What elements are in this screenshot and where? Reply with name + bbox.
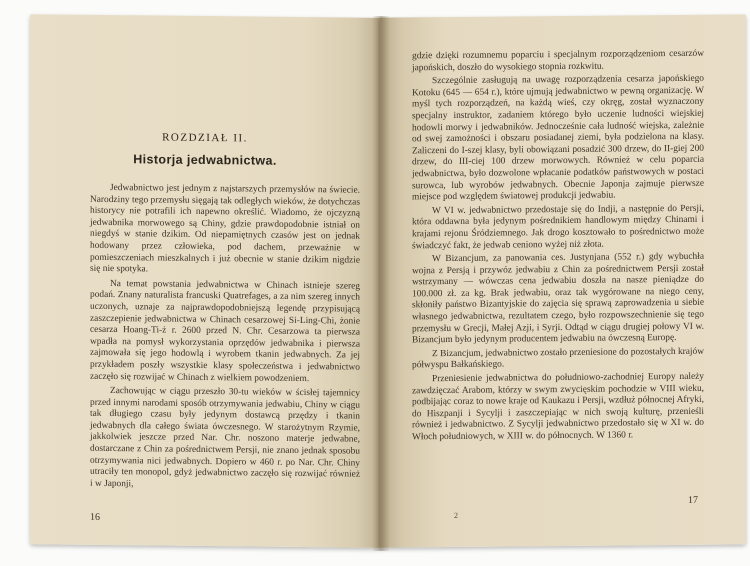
right-text-column	[412, 49, 704, 444]
paragraph: Jedwabnictwo jest jednym z najstarszych przemysłów na świecie. Narodziny tego przemysłu sięgają tak odległych wieków, że dotychczas historycy nie potrafili ich napewno określić. Wiadomo, że ojczyzną jedwabnika morwowego są Chiny, gdzie prawdopodobnie istniał on niegdyś w stanie dzikim. Od niepamiętnych czasów jest on jednak hodowany przez człowieka, pod dachem, przeważnie w pomieszczeniach mieszkalnych i już obecnie w stanie dzikim nigdzie się nie spotyka.	[90, 183, 360, 275]
book-gutter	[372, 16, 390, 551]
left-page	[30, 14, 380, 548]
paragraph: Szczególnie zasługują na uwagę rozporządzenia cesarza japońskiego Kotoku (645 — 654 r.), które ujmują jedwabnictwo w pewną organizację. W myśl tych rozporządzeń, na każdą wieś, czy okręg, został wyznaczony specjalny instruktor, zadaniem którego było uczenie ludności wiejskiej hodowli morwy i jedwabników. Jednocześnie cała ludność wiejska, zależnie od swej zamożności i obszaru posiadanej ziemi, była podzielona na klasy. Zaliczeni do I-szej klasy, byli obowiązani posadzić 300 drzew, do II-giej 200 drzew, do III-ciej 100 drzew morwowych. Również w celu poparcia jedwabnictwa, było dozwolone wpłacanie podatków państwowych w postaci surowca, lub wyrobów jedwabnych. Obecnie Japonja zajmuje pierwsze miejsce pod względem światowej produkcji jedwabiu.	[412, 73, 704, 203]
right-page	[380, 14, 746, 547]
page-number-left: 16	[90, 511, 100, 523]
page-number-right: 17	[688, 494, 698, 506]
left-text-column	[90, 183, 360, 493]
paragraph: Na temat powstania jedwabnictwa w Chinach istnieje szereg podań. Znany naturalista francuski Quatrefages, a za nim szereg innych uczonych, uznaje za najprawdopodobniejszą legendę przypisującą zaszczepienie jedwabnictwa w Chinach cesarzowej Si-Ling-Chi, żonie cesarza Hoang-Ti-ż r. 2600 przed N. Chr. Cesarzowa ta pierwsza wpadła na pomysł wykorzystania oprzędów jedwabnika i pierwsza zajmowała się jego hodowlą i wyrobem tkanin jedwabnych. Za jej przykładem poszły wszystkie klasy społeczeństwa i jedwabnictwo zaczęło się rozwijać w Chinach z wielkiem powodzeniem.	[90, 278, 360, 384]
signature-mark: 2	[454, 510, 458, 520]
open-book	[30, 16, 748, 556]
paragraph: W Bizancjum, za panowania ces. Justynjana (552 r.) gdy wybuchła wojna z Persją i przywóz jedwabiu z Chin za pośrednictwem Persji został wstrzymany — wówczas cena jedwabiu doszła na nasze pieniądze do 100.000 zł. za kg. Brak jedwabiu, oraz tak wygórowane na niego ceny, skłoniły państwo Bizantyjskie do zajęcia się sprawą zaprowadzenia u siebie własnego jedwabnictwa, rezultatem czego, było rozpowszechnienie się tego przemysłu w Grecji, Małej Azji, i Syrji. Odtąd w ciągu drugiej połowy VI w. Bizancjum było jedynym producentem jedwabiu na ówczesną Europę.	[412, 251, 704, 346]
chapter-title: Historja jedwabnictwa.	[133, 152, 277, 168]
paragraph: Zachowując w ciągu przeszło 30-tu wieków w ścisłej tajemnicy przed innymi narodami sposób otrzymywania jedwabiu, Chiny w ciągu tak długiego czasu były jedynym dostawcą przędzy i tkanin jedwabnych dla całego świata ówczesnego. W starożytnym Rzymie, jakkolwiek jeszcze przed Nar. Chr. noszono materje jedwabne, dostarczane z Chin za pośrednictwem Persji, nie znano jednak sposobu otrzymywania nici jedwabnych. Dopiero w 460 r. po Nar. Chr. Chiny utraciły ten monopol, gdyż jedwabnictwo zaczęło się rozwijać również i w Japonji,	[90, 386, 360, 490]
chapter-heading: ROZDZIAŁ II.	[162, 131, 248, 145]
paragraph: Z Bizancjum, jedwabnictwo zostało przeniesione do pozostałych krajów półwyspu Bałkańskiego.	[412, 346, 704, 371]
paragraph: gdzie dzięki rozumnemu poparciu i specjalnym rozporządzeniom cesarzów japońskich, doszło do wysokiego stopnia rozkwitu.	[412, 48, 704, 73]
paragraph: Przeniesienie jedwabnictwa do południowo-zachodniej Europy należy zawdzięczać Arabom, którzy w swym zwycięskim pochodzie w VIII wieku, podbijając coraz to nowe kraje od Kaukazu i Persji, wzdłuż północnej Afryki, do Hiszpanji i Sycylji i zaszczepiając w nich swoją kulturę, przenieśli również i jedwabnictwo. Z Sycylji jedwabnictwo przedostało się w XI w. do Włoch południowych, w XIII w. do północnych. W 1360 r.	[412, 371, 704, 443]
paragraph: W VI w. jedwabnictwo przedostaje się do Indji, a następnie do Persji, która oddawna była jedynym pośrednikiem handlowym między Chinami i krajami rejonu Śródziemnego. Jak drogo kosztowało to pośrednictwo może świadczyć fakt, że jedwab ceniono wyżej niż złota.	[412, 203, 704, 251]
